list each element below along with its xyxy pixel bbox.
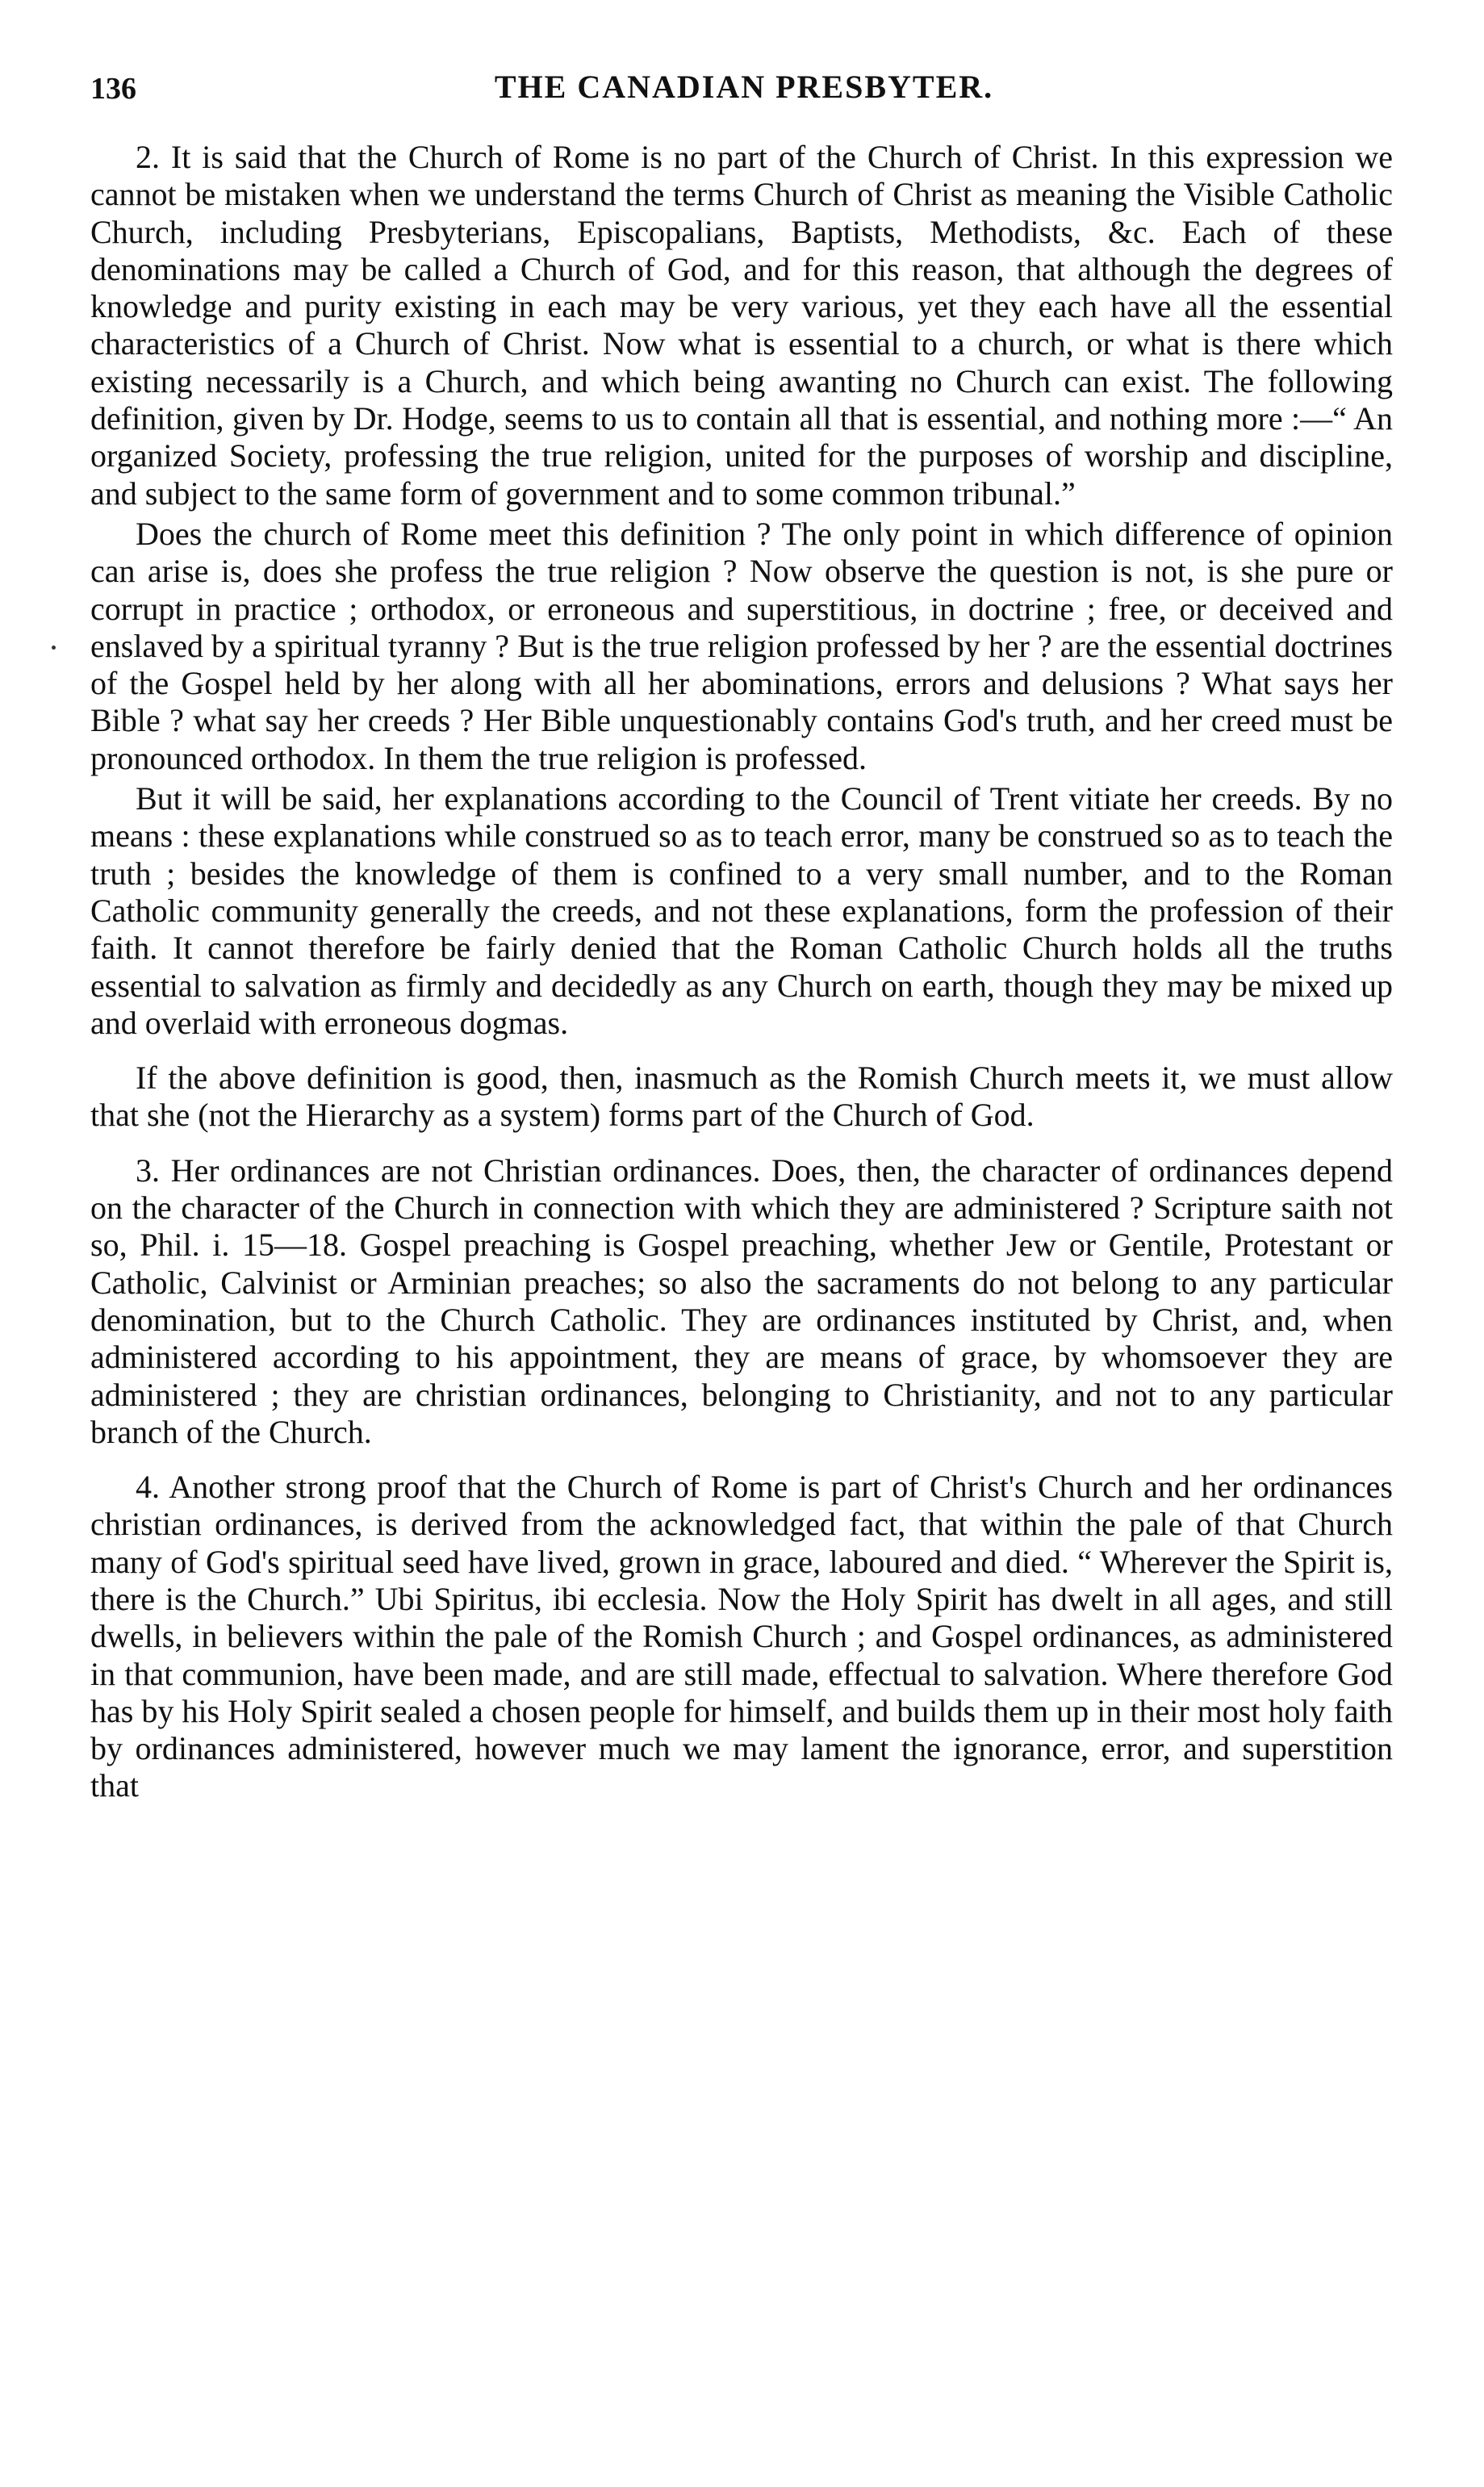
- margin-mark: [52, 646, 56, 650]
- paragraph-ordinances: 3. Her ordinances are not Christian ordinances. Does, then, the character of ordinances depend on the character of the Church in connection with which they are administered ? Scripture saith not so, Phil. i. 15—18. Gospel preaching is Gospel preaching, whether Jew or Gentile, Protestant or Catholic, Calvinist or Arminian preaches; so also the sacraments do not belong to any particular denomination, but to the Church Catholic. They are ordinances instituted by Christ, and, when administered according to his appointment, they are means of grace, by whomsoever they are administered ; they are christian ordinances, belonging to Christianity, and not to any particular branch of the Church.: [90, 1152, 1393, 1450]
- paragraph-church-of-christ: 2. It is said that the Church of Rome is no part of the Church of Christ. In this expression we cannot be mistaken when we understand the terms Church of Christ as meaning the Visible Catholic Church, including Presbyterians, Episcopalians, Baptists, Methodists, &c. Each of these denominations may be called a Church of God, and for this reason, that although the degrees of knowledge and purity existing in each may be very various, yet they each have all the essential characteristics of a Church of Christ. Now what is essential to a church, or what is there which existing necessarily is a Church, and which being awanting no Church can exist. The following definition, given by Dr. Hodge, seems to us to contain all that is essential, and nothing more :—“ An organized Society, professing the true religion, united for the purposes of worship and discipline, and subject to the same form of government and to some common tribunal.”: [90, 139, 1393, 512]
- paragraph-council-of-trent: But it will be said, her explanations according to the Council of Trent vitiate her creeds. By no means : these explanations while construed so as to teach error, many be construed so as to teach the truth ; besides the knowledge of them is confined to a very small number, and to the Roman Catholic community generally the creeds, and not these explanations, form the profession of their faith. It cannot therefore be fairly denied that the Roman Catholic Church holds all the truths essential to salvation as firmly and decidedly as any Church on earth, though they may be mixed up and overlaid with erroneous dogmas.: [90, 780, 1393, 1041]
- running-title: THE CANADIAN PRESBYTER.: [494, 69, 994, 105]
- body-text: [90, 139, 1393, 1823]
- paragraph-spiritual-seed: 4. Another strong proof that the Church of Rome is part of Christ's Church and her ordinances christian ordinances, is derived from the acknowledged fact, that within the pale of that Church many of God's spiritual seed have lived, grown in grace, laboured and died. “ Wherever the Spirit is, there is the Church.” Ubi Spiritus, ibi ecclesia. Now the Holy Spirit has dwelt in all ages, and still dwells, in believers within the pale of the Romish Church ; and Gospel ordinances, as administered in that communion, have been made, and are still made, effectual to salvation. Where therefore God has by his Holy Spirit sealed a chosen people for himself, and builds them up in their most holy faith by ordinances administered, however much we may lament the ignorance, error, and superstition that: [90, 1469, 1393, 1804]
- paragraph-definition-conclusion: If the above definition is good, then, inasmuch as the Romish Church meets it, we must allow that she (not the Hierarchy as a system) forms part of the Church of God.: [90, 1060, 1393, 1134]
- page-header: [90, 68, 1398, 116]
- page-number: 136: [90, 72, 136, 106]
- paragraph-rome-definition: Does the church of Rome meet this definition ? The only point in which difference of opinion can arise is, does she profess the true religion ? Now observe the question is not, is she pure or corrupt in practice ; orthodox, or erroneous and superstitious, in doctrine ; free, or deceived and enslaved by a spiritual tyranny ? But is the true religion professed by her ? are the essential doctrines of the Gospel held by her along with all her abominations, errors and delusions ? What says her Bible ? what say her creeds ? Her Bible unquestionably contains God's truth, and her creed must be pronounced orthodox. In them the true religion is professed.: [90, 515, 1393, 776]
